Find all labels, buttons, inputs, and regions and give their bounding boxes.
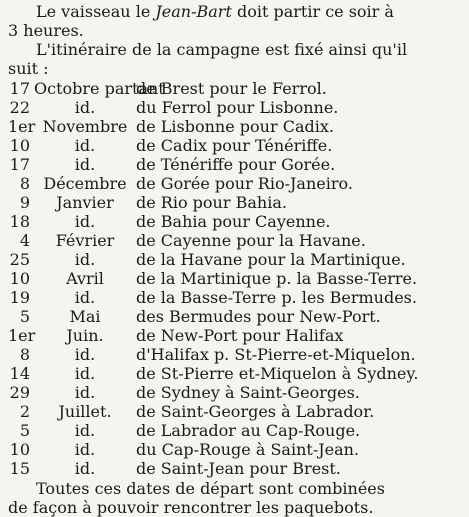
schedule-row <box>8 364 463 383</box>
schedule-month: Février <box>55 231 115 250</box>
schedule-route: de Ténériffe pour Gorée. <box>136 155 336 174</box>
intro-text-b: doit partir ce soir à <box>231 2 394 21</box>
schedule-row <box>8 288 463 307</box>
schedule-num: 9 <box>19 193 30 212</box>
ship-name: Jean-Bart <box>155 2 232 21</box>
schedule-month: Janvier <box>56 193 114 212</box>
schedule-num: 14 <box>9 364 30 383</box>
schedule-row <box>8 326 463 345</box>
schedule-route: de Saint-Jean pour Brest. <box>136 459 341 478</box>
schedule-row <box>8 459 463 478</box>
schedule-month: Avril <box>66 269 104 288</box>
schedule-num: 1er <box>8 326 36 345</box>
schedule-row <box>8 193 463 212</box>
schedule-num: 10 <box>9 440 30 459</box>
closing-text-a: Toutes ces dates de départ sont combinées <box>36 479 385 498</box>
schedule-month: id. <box>74 98 96 117</box>
schedule-route: du Ferrol pour Lisbonne. <box>136 98 339 117</box>
schedule-route: de Brest pour le Ferrol. <box>136 79 327 98</box>
schedule-row <box>8 79 463 98</box>
schedule-route: de Bahia pour Cayenne. <box>136 212 331 231</box>
schedule-month: Juillet. <box>58 402 112 421</box>
schedule-month: id. <box>74 288 96 307</box>
closing-paragraph <box>8 479 463 517</box>
schedule-month: id. <box>74 383 96 402</box>
schedule-route: de la Basse-Terre p. les Bermudes. <box>136 288 417 307</box>
schedule-route: de Saint-Georges à Labrador. <box>136 402 375 421</box>
schedule-row <box>8 269 463 288</box>
schedule-num: 10 <box>9 136 30 155</box>
schedule-num: 17 <box>9 79 30 98</box>
schedule-num: 22 <box>9 98 30 117</box>
schedule-route: de Rio pour Bahia. <box>136 193 287 212</box>
schedule-row <box>8 98 463 117</box>
schedule-row <box>8 155 463 174</box>
schedule-month: Octobre partant <box>34 79 165 98</box>
intro-text-c: 3 heures. <box>8 21 84 40</box>
schedule-month: id. <box>74 136 96 155</box>
intro-text-a: Le vaisseau le <box>36 2 156 21</box>
ship-departure-paragraph <box>8 2 463 40</box>
schedule-route: d'Halifax p. St-Pierre-et-Miquelon. <box>136 345 416 364</box>
schedule-row <box>8 136 463 155</box>
schedule-row <box>8 117 463 136</box>
schedule-month: Mai <box>69 307 101 326</box>
schedule-num: 8 <box>19 345 30 364</box>
schedule-route: de Lisbonne pour Cadix. <box>136 117 334 136</box>
schedule-num: 17 <box>9 155 30 174</box>
itinerary-table <box>8 79 463 478</box>
schedule-num: 2 <box>19 402 30 421</box>
schedule-row <box>8 421 463 440</box>
schedule-route: de la Havane pour la Martinique. <box>136 250 406 269</box>
schedule-month: id. <box>74 250 96 269</box>
schedule-row <box>8 250 463 269</box>
schedule-route: de Cayenne pour la Havane. <box>136 231 366 250</box>
schedule-month: id. <box>74 345 96 364</box>
schedule-row <box>8 345 463 364</box>
schedule-route: du Cap-Rouge à Saint-Jean. <box>136 440 360 459</box>
schedule-month: id. <box>74 459 96 478</box>
schedule-month: Juin. <box>66 326 104 345</box>
schedule-row <box>8 307 463 326</box>
schedule-month: id. <box>74 155 96 174</box>
schedule-route: de Gorée pour Rio-Janeiro. <box>136 174 353 193</box>
schedule-month: id. <box>74 421 96 440</box>
schedule-row <box>8 402 463 421</box>
itinerary-intro-paragraph <box>8 40 463 78</box>
schedule-num: 29 <box>9 383 30 402</box>
schedule-num: 19 <box>9 288 30 307</box>
schedule-route: de Sydney à Saint-Georges. <box>136 383 360 402</box>
schedule-num: 4 <box>19 231 30 250</box>
itinerary-intro-b: suit : <box>8 59 49 78</box>
schedule-num: 15 <box>9 459 30 478</box>
schedule-route: des Bermudes pour New-Port. <box>136 307 381 326</box>
schedule-month: Novembre <box>42 117 128 136</box>
schedule-row <box>8 212 463 231</box>
schedule-month: Décembre <box>43 174 127 193</box>
schedule-row <box>8 383 463 402</box>
schedule-num: 1er <box>8 117 36 136</box>
schedule-num: 5 <box>19 421 30 440</box>
schedule-num: 8 <box>19 174 30 193</box>
schedule-num: 5 <box>19 307 30 326</box>
schedule-num: 10 <box>9 269 30 288</box>
schedule-route: de Labrador au Cap-Rouge. <box>136 421 361 440</box>
itinerary-intro-a: L'itinéraire de la campagne est fixé ainsi qu'il <box>36 40 408 59</box>
schedule-num: 18 <box>9 212 30 231</box>
schedule-route: de la Martinique p. la Basse-Terre. <box>136 269 418 288</box>
schedule-row <box>8 440 463 459</box>
schedule-route: de St-Pierre et-Miquelon à Sydney. <box>136 364 419 383</box>
schedule-row <box>8 231 463 250</box>
closing-text-b: de façon à pouvoir rencontrer les paquebots. <box>8 498 374 517</box>
schedule-row <box>8 174 463 193</box>
schedule-month: id. <box>74 212 96 231</box>
schedule-route: de New-Port pour Halifax <box>136 326 344 345</box>
schedule-route: de Cadix pour Ténériffe. <box>136 136 333 155</box>
schedule-num: 25 <box>9 250 30 269</box>
schedule-month: id. <box>74 364 96 383</box>
schedule-month: id. <box>74 440 96 459</box>
